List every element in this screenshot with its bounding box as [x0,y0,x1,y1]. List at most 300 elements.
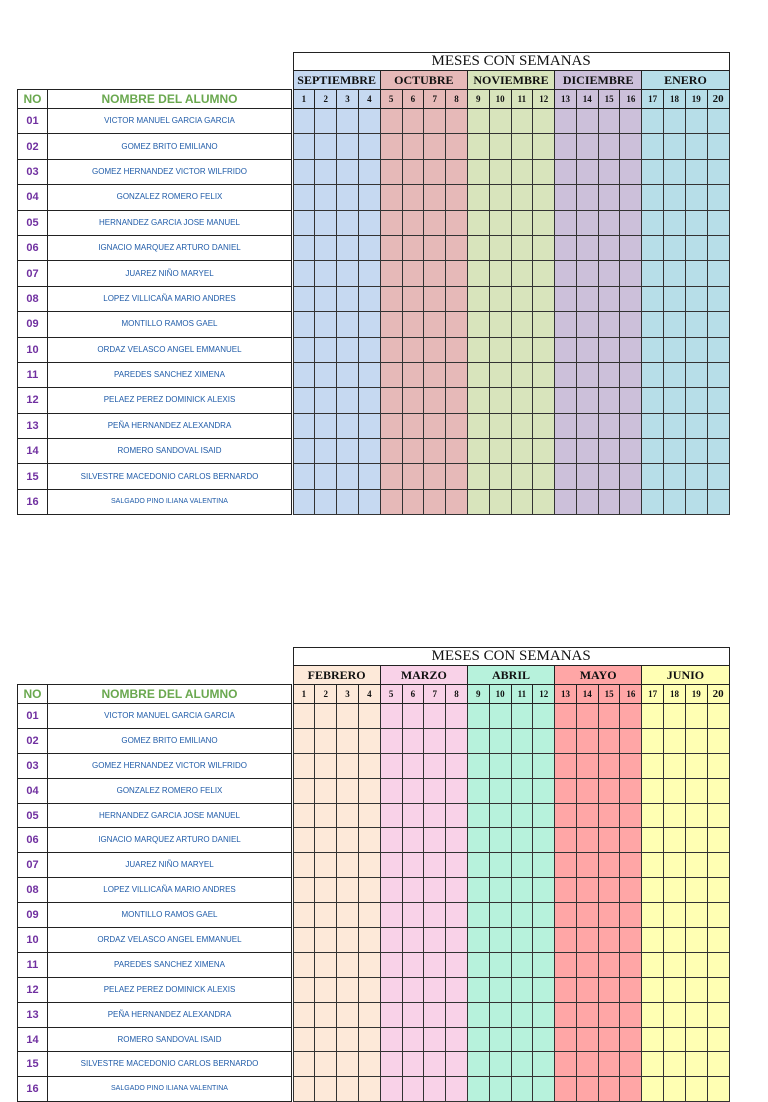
attendance-cell[interactable] [511,210,533,235]
attendance-cell[interactable] [337,753,359,778]
attendance-cell[interactable] [707,803,729,828]
attendance-cell[interactable] [685,878,707,903]
attendance-cell[interactable] [642,704,664,729]
attendance-cell[interactable] [337,1027,359,1052]
attendance-cell[interactable] [576,903,598,928]
attendance-cell[interactable] [380,235,402,260]
attendance-cell[interactable] [576,1027,598,1052]
attendance-cell[interactable] [620,878,642,903]
attendance-cell[interactable] [293,185,315,210]
attendance-cell[interactable] [685,977,707,1002]
attendance-cell[interactable] [315,489,337,514]
attendance-cell[interactable] [555,388,577,413]
attendance-cell[interactable] [620,185,642,210]
attendance-cell[interactable] [467,261,489,286]
attendance-cell[interactable] [555,1002,577,1027]
attendance-cell[interactable] [685,1077,707,1102]
attendance-cell[interactable] [533,778,555,803]
attendance-cell[interactable] [707,952,729,977]
attendance-cell[interactable] [576,464,598,489]
attendance-cell[interactable] [533,185,555,210]
attendance-cell[interactable] [467,439,489,464]
attendance-cell[interactable] [642,853,664,878]
attendance-cell[interactable] [642,134,664,159]
attendance-cell[interactable] [642,439,664,464]
attendance-cell[interactable] [598,1027,620,1052]
attendance-cell[interactable] [707,778,729,803]
attendance-cell[interactable] [576,413,598,438]
attendance-cell[interactable] [511,728,533,753]
attendance-cell[interactable] [598,109,620,134]
attendance-cell[interactable] [664,1002,686,1027]
attendance-cell[interactable] [707,159,729,184]
attendance-cell[interactable] [685,185,707,210]
attendance-cell[interactable] [446,878,468,903]
attendance-cell[interactable] [358,853,380,878]
attendance-cell[interactable] [402,337,424,362]
attendance-cell[interactable] [489,753,511,778]
attendance-cell[interactable] [576,261,598,286]
attendance-cell[interactable] [315,828,337,853]
attendance-cell[interactable] [576,109,598,134]
attendance-cell[interactable] [380,312,402,337]
attendance-cell[interactable] [511,109,533,134]
attendance-cell[interactable] [293,1027,315,1052]
attendance-cell[interactable] [685,928,707,953]
attendance-cell[interactable] [511,464,533,489]
attendance-cell[interactable] [533,261,555,286]
attendance-cell[interactable] [293,977,315,1002]
attendance-cell[interactable] [402,388,424,413]
attendance-cell[interactable] [576,753,598,778]
attendance-cell[interactable] [620,413,642,438]
attendance-cell[interactable] [707,878,729,903]
attendance-cell[interactable] [685,1027,707,1052]
attendance-cell[interactable] [685,210,707,235]
attendance-cell[interactable] [380,728,402,753]
attendance-cell[interactable] [402,235,424,260]
attendance-cell[interactable] [533,1002,555,1027]
attendance-cell[interactable] [337,1077,359,1102]
attendance-cell[interactable] [467,1077,489,1102]
attendance-cell[interactable] [337,853,359,878]
attendance-cell[interactable] [511,159,533,184]
attendance-cell[interactable] [598,977,620,1002]
attendance-cell[interactable] [642,977,664,1002]
attendance-cell[interactable] [620,464,642,489]
attendance-cell[interactable] [598,952,620,977]
attendance-cell[interactable] [315,753,337,778]
attendance-cell[interactable] [446,185,468,210]
attendance-cell[interactable] [489,977,511,1002]
attendance-cell[interactable] [446,753,468,778]
attendance-cell[interactable] [707,439,729,464]
attendance-cell[interactable] [664,388,686,413]
attendance-cell[interactable] [598,853,620,878]
attendance-cell[interactable] [424,261,446,286]
attendance-cell[interactable] [467,286,489,311]
attendance-cell[interactable] [402,413,424,438]
attendance-cell[interactable] [511,977,533,1002]
attendance-cell[interactable] [642,185,664,210]
attendance-cell[interactable] [598,159,620,184]
attendance-cell[interactable] [293,803,315,828]
attendance-cell[interactable] [707,134,729,159]
attendance-cell[interactable] [358,778,380,803]
attendance-cell[interactable] [402,134,424,159]
attendance-cell[interactable] [337,312,359,337]
attendance-cell[interactable] [664,1077,686,1102]
attendance-cell[interactable] [402,952,424,977]
attendance-cell[interactable] [402,109,424,134]
attendance-cell[interactable] [511,489,533,514]
attendance-cell[interactable] [642,928,664,953]
attendance-cell[interactable] [533,977,555,1002]
attendance-cell[interactable] [685,388,707,413]
attendance-cell[interactable] [293,1077,315,1102]
attendance-cell[interactable] [446,728,468,753]
attendance-cell[interactable] [380,977,402,1002]
attendance-cell[interactable] [489,134,511,159]
attendance-cell[interactable] [402,803,424,828]
attendance-cell[interactable] [598,439,620,464]
attendance-cell[interactable] [293,261,315,286]
attendance-cell[interactable] [293,753,315,778]
attendance-cell[interactable] [467,1052,489,1077]
attendance-cell[interactable] [489,704,511,729]
attendance-cell[interactable] [576,388,598,413]
attendance-cell[interactable] [315,134,337,159]
attendance-cell[interactable] [685,952,707,977]
attendance-cell[interactable] [620,728,642,753]
attendance-cell[interactable] [620,952,642,977]
attendance-cell[interactable] [664,853,686,878]
attendance-cell[interactable] [642,210,664,235]
attendance-cell[interactable] [293,159,315,184]
attendance-cell[interactable] [576,928,598,953]
attendance-cell[interactable] [424,362,446,387]
attendance-cell[interactable] [511,1002,533,1027]
attendance-cell[interactable] [598,464,620,489]
attendance-cell[interactable] [620,159,642,184]
attendance-cell[interactable] [707,853,729,878]
attendance-cell[interactable] [620,210,642,235]
attendance-cell[interactable] [489,312,511,337]
attendance-cell[interactable] [358,362,380,387]
attendance-cell[interactable] [315,337,337,362]
attendance-cell[interactable] [315,1027,337,1052]
attendance-cell[interactable] [380,704,402,729]
attendance-cell[interactable] [424,134,446,159]
attendance-cell[interactable] [511,286,533,311]
attendance-cell[interactable] [446,853,468,878]
attendance-cell[interactable] [315,464,337,489]
attendance-cell[interactable] [576,952,598,977]
attendance-cell[interactable] [315,312,337,337]
attendance-cell[interactable] [315,778,337,803]
attendance-cell[interactable] [620,312,642,337]
attendance-cell[interactable] [620,286,642,311]
attendance-cell[interactable] [642,312,664,337]
attendance-cell[interactable] [555,828,577,853]
attendance-cell[interactable] [358,803,380,828]
attendance-cell[interactable] [533,928,555,953]
attendance-cell[interactable] [446,312,468,337]
attendance-cell[interactable] [489,903,511,928]
attendance-cell[interactable] [446,489,468,514]
attendance-cell[interactable] [533,728,555,753]
attendance-cell[interactable] [664,878,686,903]
attendance-cell[interactable] [511,1052,533,1077]
attendance-cell[interactable] [707,185,729,210]
attendance-cell[interactable] [576,312,598,337]
attendance-cell[interactable] [576,853,598,878]
attendance-cell[interactable] [380,362,402,387]
attendance-cell[interactable] [358,1027,380,1052]
attendance-cell[interactable] [337,828,359,853]
attendance-cell[interactable] [402,210,424,235]
attendance-cell[interactable] [446,803,468,828]
attendance-cell[interactable] [467,464,489,489]
attendance-cell[interactable] [685,903,707,928]
attendance-cell[interactable] [380,803,402,828]
attendance-cell[interactable] [642,337,664,362]
attendance-cell[interactable] [489,109,511,134]
attendance-cell[interactable] [511,388,533,413]
attendance-cell[interactable] [337,704,359,729]
attendance-cell[interactable] [642,1052,664,1077]
attendance-cell[interactable] [664,312,686,337]
attendance-cell[interactable] [315,952,337,977]
attendance-cell[interactable] [358,753,380,778]
attendance-cell[interactable] [642,235,664,260]
attendance-cell[interactable] [533,803,555,828]
attendance-cell[interactable] [620,853,642,878]
attendance-cell[interactable] [642,362,664,387]
attendance-cell[interactable] [533,853,555,878]
attendance-cell[interactable] [315,878,337,903]
attendance-cell[interactable] [489,210,511,235]
attendance-cell[interactable] [620,803,642,828]
attendance-cell[interactable] [358,828,380,853]
attendance-cell[interactable] [467,778,489,803]
attendance-cell[interactable] [511,828,533,853]
attendance-cell[interactable] [380,439,402,464]
attendance-cell[interactable] [620,1027,642,1052]
attendance-cell[interactable] [424,1077,446,1102]
attendance-cell[interactable] [446,1077,468,1102]
attendance-cell[interactable] [358,704,380,729]
attendance-cell[interactable] [424,439,446,464]
attendance-cell[interactable] [446,388,468,413]
attendance-cell[interactable] [555,159,577,184]
attendance-cell[interactable] [685,778,707,803]
attendance-cell[interactable] [598,704,620,729]
attendance-cell[interactable] [533,109,555,134]
attendance-cell[interactable] [707,828,729,853]
attendance-cell[interactable] [467,928,489,953]
attendance-cell[interactable] [380,159,402,184]
attendance-cell[interactable] [489,261,511,286]
attendance-cell[interactable] [533,210,555,235]
attendance-cell[interactable] [315,1052,337,1077]
attendance-cell[interactable] [620,1002,642,1027]
attendance-cell[interactable] [642,159,664,184]
attendance-cell[interactable] [576,728,598,753]
attendance-cell[interactable] [446,134,468,159]
attendance-cell[interactable] [576,977,598,1002]
attendance-cell[interactable] [664,413,686,438]
attendance-cell[interactable] [707,388,729,413]
attendance-cell[interactable] [402,439,424,464]
attendance-cell[interactable] [337,337,359,362]
attendance-cell[interactable] [358,952,380,977]
attendance-cell[interactable] [555,878,577,903]
attendance-cell[interactable] [489,413,511,438]
attendance-cell[interactable] [685,337,707,362]
attendance-cell[interactable] [642,109,664,134]
attendance-cell[interactable] [707,977,729,1002]
attendance-cell[interactable] [533,878,555,903]
attendance-cell[interactable] [467,828,489,853]
attendance-cell[interactable] [467,159,489,184]
attendance-cell[interactable] [620,388,642,413]
attendance-cell[interactable] [380,753,402,778]
attendance-cell[interactable] [402,977,424,1002]
attendance-cell[interactable] [620,778,642,803]
attendance-cell[interactable] [533,1027,555,1052]
attendance-cell[interactable] [576,878,598,903]
attendance-cell[interactable] [337,977,359,1002]
attendance-cell[interactable] [424,312,446,337]
attendance-cell[interactable] [533,489,555,514]
attendance-cell[interactable] [358,977,380,1002]
attendance-cell[interactable] [293,853,315,878]
attendance-cell[interactable] [424,388,446,413]
attendance-cell[interactable] [467,388,489,413]
attendance-cell[interactable] [467,1027,489,1052]
attendance-cell[interactable] [446,704,468,729]
attendance-cell[interactable] [664,977,686,1002]
attendance-cell[interactable] [446,952,468,977]
attendance-cell[interactable] [293,828,315,853]
attendance-cell[interactable] [402,286,424,311]
attendance-cell[interactable] [555,312,577,337]
attendance-cell[interactable] [511,878,533,903]
attendance-cell[interactable] [555,362,577,387]
attendance-cell[interactable] [685,261,707,286]
attendance-cell[interactable] [467,337,489,362]
attendance-cell[interactable] [620,753,642,778]
attendance-cell[interactable] [642,413,664,438]
attendance-cell[interactable] [555,903,577,928]
attendance-cell[interactable] [598,1002,620,1027]
attendance-cell[interactable] [293,704,315,729]
attendance-cell[interactable] [685,728,707,753]
attendance-cell[interactable] [511,853,533,878]
attendance-cell[interactable] [555,952,577,977]
attendance-cell[interactable] [489,1002,511,1027]
attendance-cell[interactable] [293,728,315,753]
attendance-cell[interactable] [511,185,533,210]
attendance-cell[interactable] [402,903,424,928]
attendance-cell[interactable] [467,210,489,235]
attendance-cell[interactable] [685,235,707,260]
attendance-cell[interactable] [533,1052,555,1077]
attendance-cell[interactable] [620,1077,642,1102]
attendance-cell[interactable] [598,1052,620,1077]
attendance-cell[interactable] [402,159,424,184]
attendance-cell[interactable] [489,952,511,977]
attendance-cell[interactable] [533,704,555,729]
attendance-cell[interactable] [424,210,446,235]
attendance-cell[interactable] [489,286,511,311]
attendance-cell[interactable] [489,728,511,753]
attendance-cell[interactable] [446,159,468,184]
attendance-cell[interactable] [315,439,337,464]
attendance-cell[interactable] [707,312,729,337]
attendance-cell[interactable] [555,413,577,438]
attendance-cell[interactable] [315,159,337,184]
attendance-cell[interactable] [358,159,380,184]
attendance-cell[interactable] [315,928,337,953]
attendance-cell[interactable] [402,928,424,953]
attendance-cell[interactable] [293,312,315,337]
attendance-cell[interactable] [707,261,729,286]
attendance-cell[interactable] [664,109,686,134]
attendance-cell[interactable] [358,337,380,362]
attendance-cell[interactable] [489,185,511,210]
attendance-cell[interactable] [315,413,337,438]
attendance-cell[interactable] [620,1052,642,1077]
attendance-cell[interactable] [467,235,489,260]
attendance-cell[interactable] [358,235,380,260]
attendance-cell[interactable] [598,828,620,853]
attendance-cell[interactable] [380,134,402,159]
attendance-cell[interactable] [707,1027,729,1052]
attendance-cell[interactable] [511,439,533,464]
attendance-cell[interactable] [685,704,707,729]
attendance-cell[interactable] [293,952,315,977]
attendance-cell[interactable] [380,109,402,134]
attendance-cell[interactable] [511,1027,533,1052]
attendance-cell[interactable] [358,878,380,903]
attendance-cell[interactable] [598,778,620,803]
attendance-cell[interactable] [598,803,620,828]
attendance-cell[interactable] [555,261,577,286]
attendance-cell[interactable] [642,489,664,514]
attendance-cell[interactable] [402,778,424,803]
attendance-cell[interactable] [424,1002,446,1027]
attendance-cell[interactable] [576,210,598,235]
attendance-cell[interactable] [533,134,555,159]
attendance-cell[interactable] [576,828,598,853]
attendance-cell[interactable] [337,210,359,235]
attendance-cell[interactable] [533,159,555,184]
attendance-cell[interactable] [358,1077,380,1102]
attendance-cell[interactable] [664,235,686,260]
attendance-cell[interactable] [620,489,642,514]
attendance-cell[interactable] [446,413,468,438]
attendance-cell[interactable] [533,388,555,413]
attendance-cell[interactable] [424,109,446,134]
attendance-cell[interactable] [424,1027,446,1052]
attendance-cell[interactable] [707,362,729,387]
attendance-cell[interactable] [576,439,598,464]
attendance-cell[interactable] [576,185,598,210]
attendance-cell[interactable] [555,210,577,235]
attendance-cell[interactable] [358,489,380,514]
